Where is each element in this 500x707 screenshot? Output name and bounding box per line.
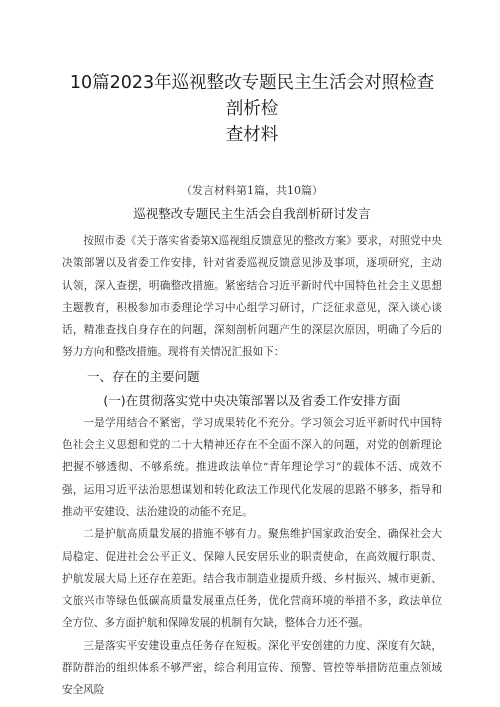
intro-paragraph: 按照市委《关于落实省委第X巡视组反馈意见的整改方案》要求，对照党中央决策部署以及省委工作安排，针对省委巡视反馈意见涉及事项，逐项研究，主动认领，深入查摆，明确整改措施。紧密结合习近平新时代中国特色社会主义思想主题教育，积极参加市委理论学习中心组学习研讨，广泛征求意见，深入谈心谈话，精准查找自身存在的问题，深刻剖析问题产生的深层次原因，明确了今后的努力方向和整改措施。现将有关情况汇报如下： (62, 235, 442, 359)
paragraph-1: 一是学用结合不紧密，学习成果转化不充分。学习领会习近平新时代中国特色社会主义思想和党的二十大精神还存在不全面不深入的问题，对党的创新理论把握不够透彻、不够系统。推进政法单位“青年理论学习”的载体不活、成效不强，运用习近平法治思想谋划和转化政法工作现代化发展的思路不够多，指导和推动平安建设、法治建设的动能不充足。 (62, 416, 442, 518)
speech-title: 巡视整改专题民主生活会自我剖析研讨发言 (133, 206, 371, 221)
subsection-heading-1: (一)在贯彻落实党中央决策部署以及省委工作安排方面 (103, 392, 401, 408)
section-heading-1: 一、存在的主要问题 (87, 368, 200, 384)
document-title-line2: 查材料 (225, 125, 279, 145)
paragraph-2: 二是护航高质量发展的措施不够有力。聚焦维护国家政治安全、确保社会大局稳定、促进社会公平正义、保障人民安居乐业的职责使命，在高效履行职责、护航发展大局上还存在差距。结合我市制造业提质升级、乡村振兴、城市更新、文旅兴市等绿色低碳高质量发展重点任务，优化营商环境的举措不多，政法单位全方位、多方面护航和保障发展的机制有欠缺，整体合力还不强。 (62, 528, 442, 630)
document-title (62, 0, 442, 148)
document-title-line1: 10篇2023年巡视整改专题民主生活会对照检查剖析检 (69, 73, 435, 119)
paragraph-3: 三是落实平安建设重点任务存在短板。深化平安创建的力度、深度有欠缺，群防群治的组织体系不够严密，综合利用宣传、预警、管控等举措防范重点领域安全风险 (62, 639, 442, 697)
speech-index: （发言材料第1篇，共10篇） (181, 184, 323, 197)
